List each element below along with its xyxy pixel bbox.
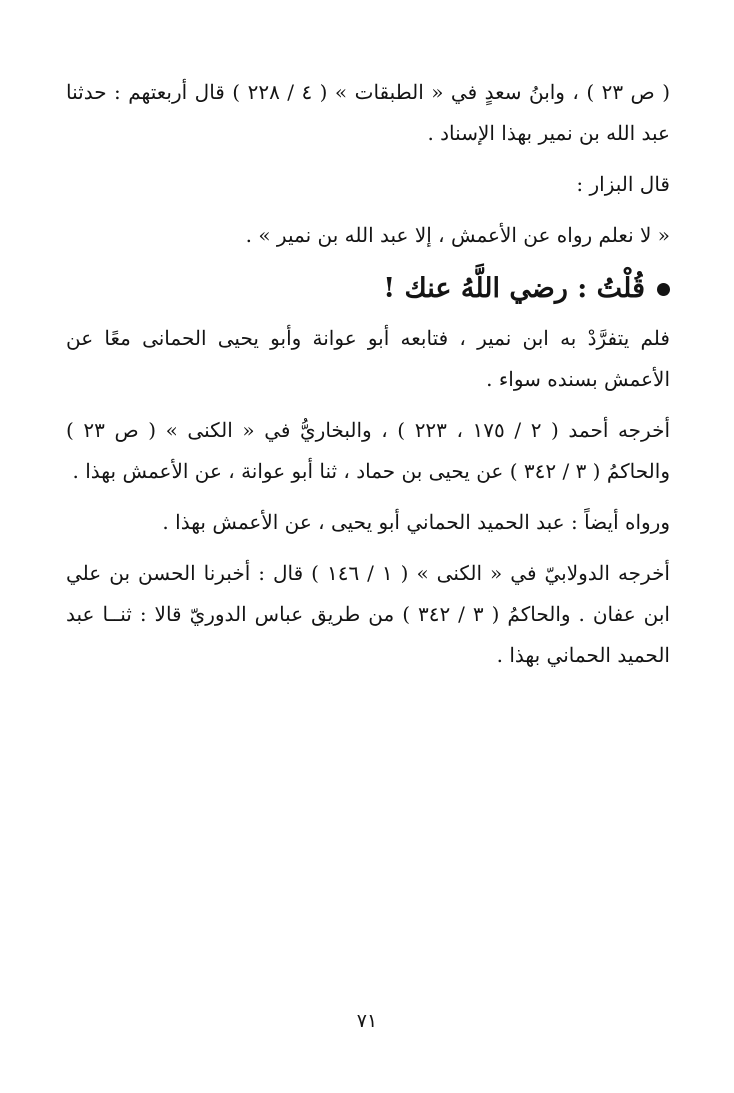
page-number: ٧١	[356, 1010, 378, 1032]
paragraph-rawahu-aydan: ورواه أيضاً : عبد الحميد الحماني أبو يحيى ، عن الأعمش بهذا .	[162, 510, 670, 534]
paragraph-qala-al-bazzar: قال البزار :	[576, 172, 670, 196]
paragraph-bazzar-quote: « لا نعلم رواه عن الأعمش ، إلا عبد الله بن نمير » .	[245, 223, 670, 247]
page-body	[66, 72, 670, 686]
paragraph-akhrajahu-ahmad: أخرجه أحمد ( ٢ / ١٧٥ ، ٢٢٣ ) ، والبخاريُّ في « الكنى » ( ص ٢٣ ) والحاكمُ ( ٣ / ٣٤٢ ) عن يحيى بن حماد ، ثنا أبو عوانة ، عن الأعمش بهذا .	[66, 418, 671, 483]
section-heading-text: قُلْتُ : رضي اللَّهُ عنك !	[383, 273, 645, 304]
paragraph-tabiah: فلم يتفرَّدْ به ابن نمير ، فتابعه أبو عوانة وأبو يحيى الحمانى معًا عن الأعمش بسنده سواء .	[66, 326, 670, 391]
paragraph-citation-ibn-saad: ( ص ٢٣ ) ، وابنُ سعدٍ في « الطبقات » ( ٤ / ٢٢٨ ) قال أربعتهم : حدثنا عبد الله بن نمير بهذا الإسناد .	[66, 80, 670, 145]
bullet-icon	[657, 283, 670, 296]
section-heading	[66, 266, 670, 312]
paragraph-akhrajahu-dulabi: أخرجه الدولابيّ في « الكنى » ( ١ / ١٤٦ ) قال : أخبرنا الحسن بن علي ابن عفان . والحاكمُ ( ٣ / ٣٤٢ ) من طريق عباس الدوريّ قالا : ثنــا عبد الحميد الحماني بهذا .	[66, 561, 670, 667]
